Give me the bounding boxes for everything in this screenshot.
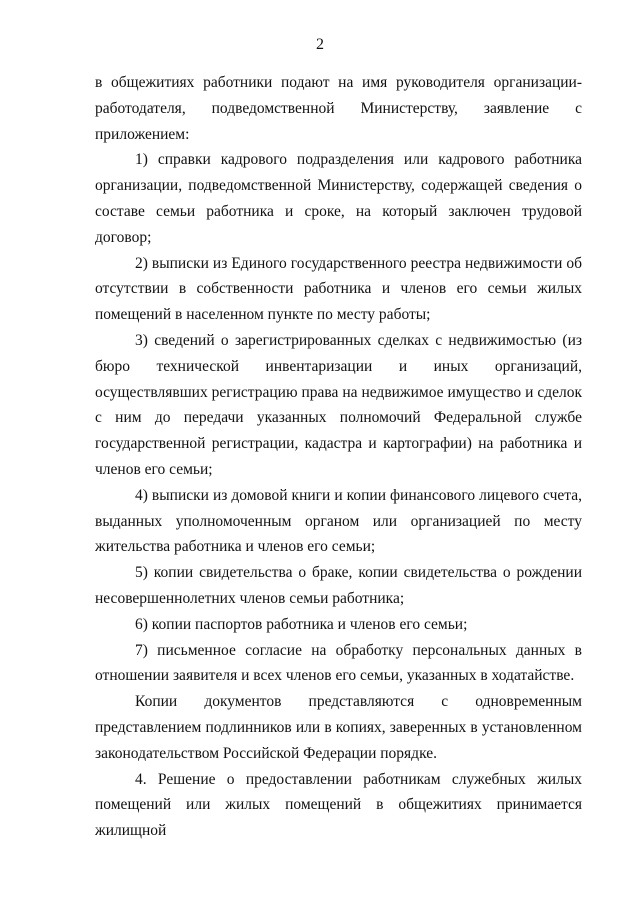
paragraph-item-5: 5) копии свидетельства о браке, копии свидетельства о рождении несовершеннолетних членов семьи работника; — [95, 564, 582, 607]
paragraph-item-4: 4) выписки из домовой книги и копии финансового лицевого счета, выданных уполномоченным органом или организацией по месту жительства работника и членов его семьи; — [95, 486, 582, 556]
document-body — [95, 70, 582, 844]
paragraph-section-4: 4. Решение о предоставлении работникам служебных жилых помещений или жилых помещений в общежитиях принимается жилищной — [95, 770, 582, 840]
paragraph-intro: в общежитиях работники подают на имя руководителя организации-работодателя, подведомственной Министерству, заявление с приложением: — [95, 74, 582, 143]
page-number: 2 — [316, 36, 324, 53]
paragraph-item-2: 2) выписки из Единого государственного реестра недвижимости об отсутствии в собственности работника и членов его семьи жилых помещений в населенном пункте по месту работы; — [95, 254, 582, 324]
paragraph-item-3: 3) сведений о зарегистрированных сделках с недвижимостью (из бюро технической инвентаризации и иных организаций, осуществлявших регистрацию права на недвижимое имущество и сделок с ним до передачи указанных полномочий Федеральной службе государственной регистрации, кадастра и картографии) на работника и членов его семьи; — [95, 331, 582, 478]
paragraph-copies-note: Копии документов представляются с одновременным представлением подлинников или в копиях, заверенных в установленном законодательством Российской Федерации порядке. — [95, 693, 582, 762]
paragraph-item-7: 7) письменное согласие на обработку персональных данных в отношении заявителя и всех членов его семьи, указанных в ходатайстве. — [95, 641, 582, 685]
paragraph-item-6: 6) копии паспортов работника и членов его семьи; — [135, 615, 468, 633]
paragraph-item-1: 1) справки кадрового подразделения или кадрового работника организации, подведомственной Министерству, содержащей сведения о составе семьи работника и сроке, на который заключен трудовой договор; — [95, 151, 582, 246]
